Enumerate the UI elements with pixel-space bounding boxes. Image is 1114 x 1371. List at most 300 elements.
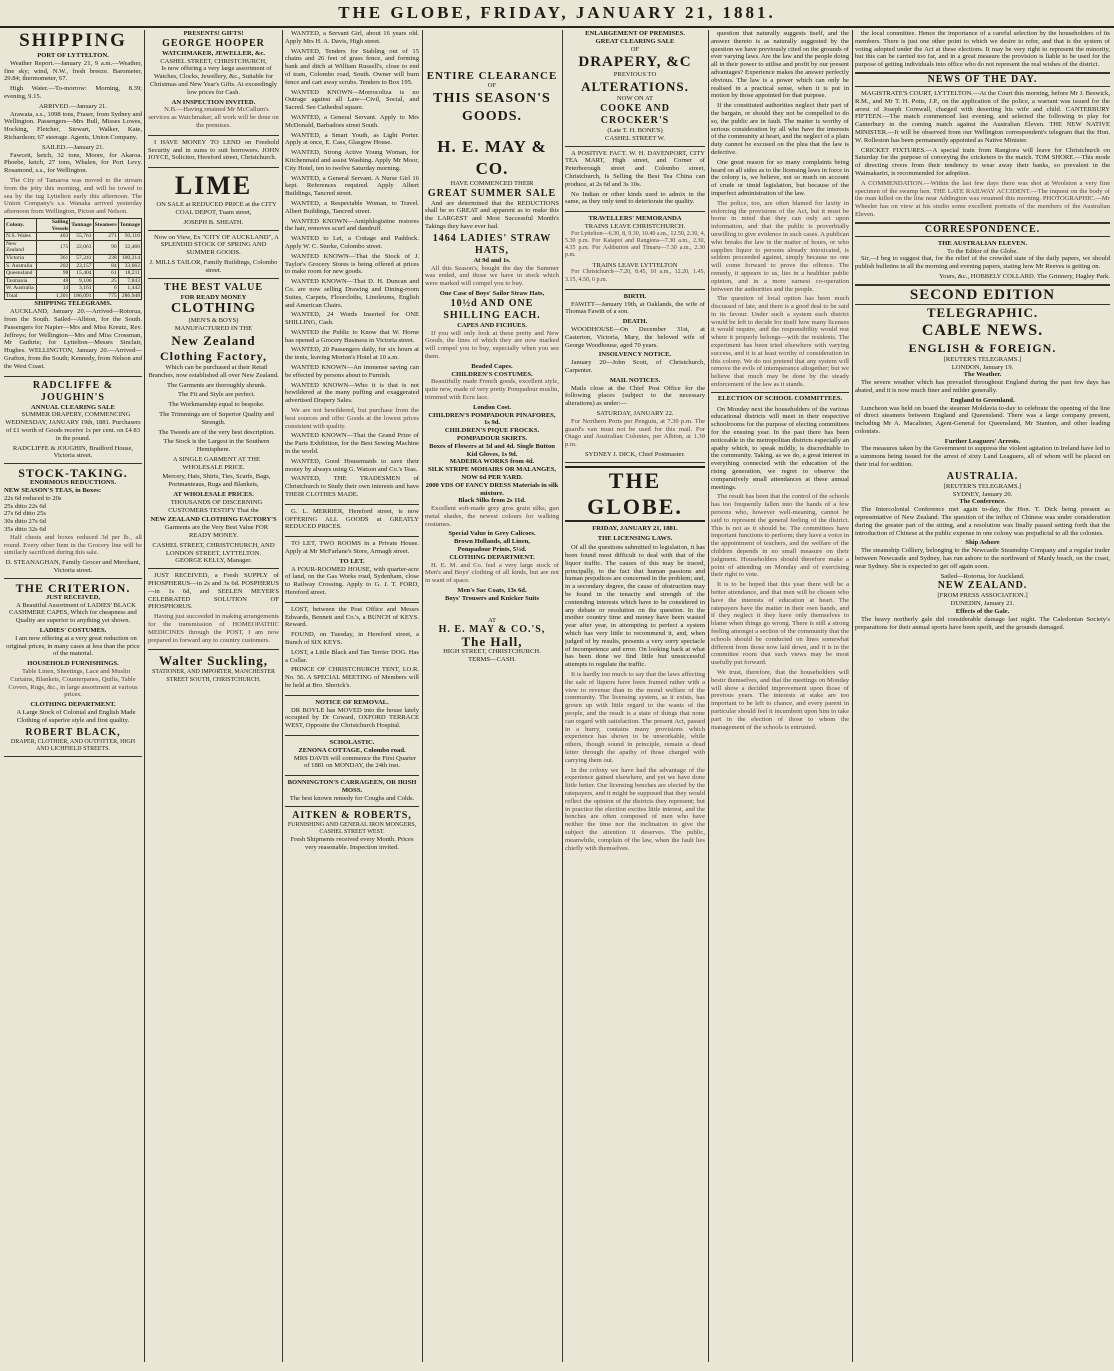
port-heading: PORT OF LYTTELTON. (37, 52, 109, 59)
reuter-line: [REUTER'S TELEGRAMS.] (943, 355, 1022, 363)
filler-text: The City of Tamaroa was moved to the stream from the jetty this morning, and will be towed to sea by the tug Lyttelton early this afternoon. The Union Company's s.s. Wanaka arrived yesterday afternoon from Wellington, Picton and Nelson. (4, 176, 142, 216)
robert-black-sub: DRAPER, CLOTHIER, AND OUTFITTER, HIGH AND LICHFIELD STREETS. (10, 738, 136, 752)
capes-heading: CAPES AND FICHUES. (457, 321, 527, 329)
aus-reuter: [REUTER'S TELEGRAMS.] (943, 482, 1022, 490)
table-cell: 6 (93, 285, 118, 293)
wholesale-line: A SINGLE GARMENT AT THE WHOLESALE PRICE. (172, 455, 261, 471)
weather-heading: The Weather. (963, 371, 1002, 379)
table-cell: 25 (93, 277, 118, 285)
table-cell: Tasmania (5, 277, 37, 285)
trains-lyttelton: TRAINS LEAVE LYTTELTON (592, 261, 678, 269)
factory-point: The Workmanship equal to bespoke. (168, 401, 265, 409)
table-cell: 202 (37, 262, 70, 270)
tailor-body: Now on View, Ex "CITY OF AUCKLAND", A SPLENDID STOCK OF SPRING AND SUMMER GOODS. (154, 233, 279, 257)
filler-text: H. E. M. and Co. feel a very large stock of Men's and Boys' clothing of all kinds, but are not in want of space. (425, 561, 559, 585)
bonnington-title: BONNINGTON'S CARRAGEEN, OR IRISH MOSS. (287, 779, 417, 794)
table-row (5, 292, 142, 300)
tailor-sign: J. MILLS TAILOR, Family Buildings, Colombo street. (149, 258, 278, 274)
table-cell: 98 (37, 270, 70, 278)
bonnington-ad (285, 779, 419, 806)
factory-body: Which can be purchased at their Retail Branches, now established all over New Zealand. (148, 363, 279, 379)
phosphorus-ad (148, 572, 279, 650)
wanted-ad: WANTED, a General Servant. Apply to Mrs McDonald, Barbadoes street South. (285, 113, 419, 129)
effects-heading: Effects of the Gale. (955, 608, 1010, 616)
table-cell: S. Australia (5, 262, 37, 270)
clothing-body: A Large Stock of Colonial and English Made Clothing of superior style and first quality. (16, 708, 136, 724)
table-cell: Total (5, 292, 37, 300)
filler-text: Half chests and boxes reduced 3d per lb., all round. Every other Item in the Grocery line will be similarly sacrificed during this sale. (4, 533, 142, 557)
nz-assoc: [FROM PRESS ASSOCIATION.] (937, 592, 1028, 600)
mail-body: Mails close at the Chief Post Office for the following places (subject to the necessary alterations) as under:— (565, 384, 705, 408)
trains-christchurch: TRAINS LEAVE CHRISTCHURCH. (584, 222, 686, 230)
wanted-ad: WANTED, a General Servant. A Nurse Girl 16 kept. References required. Apply Albert Buildings, Tancred street. (285, 174, 419, 198)
nz-title: New Zealand (171, 332, 256, 348)
hooper-address: CASHEL STREET, CHRISTCHURCH, (160, 57, 267, 65)
table-row (5, 285, 142, 293)
high-water: High Water.—To-morrow: Morning, 8.39; evening, 9.15. (4, 85, 142, 100)
leaguers-body: The measures taken by the Government to suppress the violent agitation in Ireland have led to a summons being issued for the arrest of sixty Land Leaguers, all of whom will be placed on their trial for sedition. (855, 445, 1110, 469)
table-cell: 22,061 (70, 240, 93, 254)
children-costumes: CHILDREN'S COSTUMES. (451, 370, 533, 378)
filler-text: We trust, therefore, that the householders will bestir themselves, and that the meetings on Monday will show a decided improvement upon those of previous years. The interests at stake are too important to be left to chance, and every parent in particular should feel it incumbent upon him to take part in the election of those to whom the management of the schools is entrusted. (711, 668, 849, 731)
terms-line: TERMS—CASH. (468, 656, 516, 664)
weather-body: The severe weather which has prevailed throughout England during the past few days has abated, and it is now much finer and milder generally. (855, 379, 1110, 394)
death-body: WOODHOUSE—On December 31st, at Casterton, Victoria, Mary, the beloved wife of George Woodhouse, aged 70 years. (565, 325, 705, 349)
article-text: If the constituted authorities neglect their part of the bargain, or should they not be compelled to do so, the public are in fault. The matter is worthy of serious consideration by all who have the interests of the community at heart, and the neglect of a plain duty cannot be excused on the plea that the law is defective. (711, 102, 849, 156)
clothing-factory-ad (148, 282, 279, 570)
lime-body: ON SALE at REDUCED PRICE at the CITY COAL DEPOT, Tuam street, (156, 201, 277, 216)
filler-text: It is hardly too much to say that the laws affecting the sale of liquors have been framed rather with a view to revenue than to the moral welfare of the community. The licensing system, as it exists, has grown up with little regard to the wants of the people, and the result is a state of things that none can regard with satisfaction. The present Act, passed in a hurry, contains many provisions which experience has shown to be unworkable, while others, though sound in principle, remain a dead letter through the apathy of those charged with carrying them out. (565, 671, 705, 764)
article-text: question that naturally suggests itself, and the answer thereto is as naturally suggested by the question we have previously cited on the grounds of ever varying laws. Are the law and the people doing all in their power to utilise and profit by our present advantages? Experience makes the answer perfectly obvious. The law is a power which can only be realised in a practical sense, when it is put in motion by those appointed for that purpose. (711, 30, 849, 100)
insolvency-heading: INSOLVENCY NOTICE. (598, 351, 672, 359)
licensing-body: Of all the questions submitted to legislation, it has been found most difficult to deal with that of the liquor traffic. The causes of this may be traced, principally, to the fact that human passions and human prejudices are concerned in the problem; and, in a secondary degree, the cause of obstruction may be found in the tenacity and strength of the contending interests which have to be considered in any debate or resolution on the question. In the mother country time and money have been wasted year after year, in attempting to perfect a system which has very little to recommend it, and, when judged of by results, presents a very sorry spectacle of incompetence and error. On looking back at what has been done we find little but unsuccessful attempts to regulate the traffic. (565, 544, 705, 669)
wanted-ad: WANTED, Tenders for Stabling out of 15 chains and 26 feet of grass fence, and forming bank and ditch at William Russell's, close to end of tram, Colombo road, South. Owner will burn fence and cart away scrubs. Tenders to Box 195. (285, 47, 419, 86)
removal-heading: NOTICE OF REMOVAL. (315, 698, 389, 706)
stanaghan-sign: D. STEANAGHAN, Family Grocer and Merchant, Victoria street. (5, 559, 141, 574)
cooke-name: COOKE AND CROCKER'S (600, 102, 670, 126)
household-heading: HOUSEHOLD FURNISHINGS. (27, 660, 119, 668)
london-date: LONDON, January 19. (951, 363, 1014, 371)
table-row (5, 254, 142, 262)
shipping-title: SHIPPING (19, 30, 127, 51)
pompadour-skirts: POMPADOUR SKIRTS. (456, 434, 528, 442)
cooke-street: CASHEL STREET W. (605, 134, 665, 142)
table-row (5, 270, 142, 278)
table-cell: 61 (93, 270, 118, 278)
table-cell: 93,110 (118, 233, 141, 241)
english-foreign: ENGLISH & FOREIGN. (908, 340, 1057, 355)
nzcf-line: NEW ZEALAND CLOTHING FACTORY'S (150, 516, 277, 524)
postmaster-sign: SYDNEY J. DICK, Chief Postmaster. (585, 450, 685, 458)
conference-heading: The Conference. (959, 498, 1006, 506)
england-heading: England to Greenland. (950, 396, 1015, 404)
table-cell: 175 (37, 240, 70, 254)
table-cell: 238 (93, 254, 118, 262)
to-let-rooms: TO LET, TWO ROOMS in a Private House. Apply at Mr McFarlane's Store, Armagh street. (285, 540, 419, 556)
filler-text: If you will only look at these pretty and New Goods, the lines of which they are now marked will compel you to buy, especially when you see them. (425, 329, 559, 360)
drapery-title: DRAPERY, &C (578, 54, 692, 71)
table-cell: 286,948 (118, 292, 141, 300)
factory-manager: GEORGE KELLY, Manager. (175, 557, 252, 565)
telegraphic: TELEGRAPHIC. (926, 304, 1039, 320)
merrier-body: G. L. MERRIER, Hereford street, is now OFFERING ALL GOODS at GREATLY REDUCED PRICES. (285, 507, 419, 531)
mens-boys: (MEN'S & BOYS) (188, 317, 239, 325)
column-1 (4, 30, 142, 1362)
davenport-body: A POSITIVE FACT. W. H. DAVENPORT, CITY TEA MART, High street, and Corner of Peterborough street and Colombo street, Christchurch, Is Selling the Best Tea China can produce, at 2s 6d and 3s 10s. (565, 149, 705, 188)
costumes-heading: LADIES' COSTUMES. (39, 626, 107, 634)
column-3 (285, 30, 419, 1362)
zenona-heading: ZENONA COTTAGE, Colombo road. (298, 746, 406, 754)
sailed-heading: SAILED.—January 21. (41, 143, 105, 151)
radcliffe-sign: RADCLIFFE & JOUGHIN, Bradford House, Victoria street. (12, 444, 134, 460)
table-cell: 15,404 (70, 270, 93, 278)
sailed-line: Sailed—Rotorua, for Auckland. (940, 572, 1025, 580)
filler-text: A COMMENDATION.—Within the last few days there was shot at Woolston a very fine specimen of the swamp hen. THE LATE RAILWAY ACCIDENT.—The inquest on the body of the man killed on the line near Addington was resumed this morning. PHOTOGRAPHIC.—Mr Wheeler has on view at his studio some excellent portraits of the members of the Australian Eleven. (855, 179, 1110, 218)
election-heading: ELECTION OF SCHOOL COMMITTEES. (711, 392, 849, 403)
criterion-body: A Beautiful Assortment of LADIES' BLACK CASHMERE CAPES, Which for cheapness and Quality are superior to anything yet shown. (9, 601, 137, 625)
inspection-heading: AN INSPECTION INVITED. (171, 98, 256, 106)
sale-intro: And are determined that the REDUCTIONS shall be so GREAT and apparent as to make this the LARGEST and Most Successful Month's Takings they have ever had. (425, 199, 559, 230)
factory-point: The Trimmings are of Superior Quality and Strength. (159, 410, 274, 426)
england-body: Luncheon was held on board the steamer Moldavia to-day to celebrate the opening of the line of direct steamers between England and Queensland. There was a large company present, including Mr A. Macalister, Agent-General for Queensland, Mr Stanton, and other leading colonists. (855, 404, 1110, 435)
goods-heading: GOODS. (461, 108, 523, 124)
table-cell: 57,241 (70, 254, 93, 262)
prince-notice: PRINCE OF CHRISTCHURCH TENT, I.O.R. No. 56. A SPECIAL MEETING of Members will be held at Bro. Sherick's. (285, 666, 419, 689)
table-cell: 14 (37, 285, 70, 293)
table-cell: 7,843 (118, 277, 141, 285)
lost-dog: LOST, a Little Black and Tan Terrier DOG. Has a Collar. (285, 648, 419, 664)
table-cell: 1,442 (118, 285, 141, 293)
criterion-sub: JUST RECEIVED, (45, 593, 101, 601)
capes-price: 10½d AND ONE SHILLING EACH. (443, 297, 541, 321)
cricket-body: CRICKET FIXTURES.—A special train from Rangiora will leave for Christchurch on Saturday for the purpose of conveying the cricketers to the match. TOM SHORE.—This mode of directing rivers from their tendency to wear away their banks, so prevalent in the Waimakariri, is recommended for adoption. (855, 146, 1110, 177)
hall-street: HIGH STREET, CHRISTCHURCH. (443, 648, 541, 656)
previous-line: PREVIOUS TO (613, 71, 657, 79)
to-let-heading: TO LET. (339, 557, 365, 565)
table-cell: 9,106 (70, 277, 93, 285)
wanted-ad: WANTED KNOWN—Who it is that is not bewildered at the many puffing and exaggerated advertised Drapery Sales. (285, 381, 419, 405)
summer-sale: GREAT SUMMER SALE (427, 187, 557, 199)
filler-text: In the colony we have had the advantage of the experience gained elsewhere, and yet we have done little better. Our licensing benches are elected by the ratepayers, and it might be supposed that they would reflect the opinion of the districts they represent; but in practice the election excites little interest, and the benches are often composed of men who have neither the time nor the inclination to give the subject the attention it deserves. The public, meanwhile, complain of the law, when the fault lies chiefly with themselves. (565, 766, 705, 852)
table-header: Sailing Vessels (37, 218, 70, 232)
travellers-heading: TRAVELLERS' MEMORANDA (588, 215, 682, 223)
removal-notice (285, 699, 419, 736)
madeira-works: MADEIRA WORKS from 4d. (449, 458, 535, 466)
weather-report: Weather Report.—January 21, 9 a.m.—Weather, fine sky; wind, N.W., fresh breeze. Barometer, 29.84; thermometer, 67. (4, 59, 142, 83)
alterations-title: ALTERATIONS. (581, 79, 689, 95)
wanted-ad: WANTED, a Smart Youth, as Light Porter. Apply at once, E. Cass, Glasgow House. (285, 131, 419, 147)
robert-black: ROBERT BLACK, (25, 726, 121, 738)
filler-text: The question of local option has been much discussed of late, and there is a good deal to be said in its favour. Under such a system each district would be left to decide for itself how many licenses it would require, and the responsibility would rest where it properly belongs—with the residents. The experiment has been tried elsewhere with varying success, and it is at least worthy of consideration in this colony. We do not pretend that any system will remove the evils of intemperance altogether; but we believe that much may be done by the steady enforcement of the law as it stands. (711, 295, 849, 389)
commenced-line: HAVE COMMENCED THEIR (450, 179, 534, 187)
davenport-note: No Indian or other kinds used to admix in the same, as they only tend to deteriorate the quality. (565, 190, 705, 206)
corr-sign: Yours, &c., HOBBELY COLLARD. The Grinnery, Hagley Park. (939, 272, 1110, 280)
cooke-ad (565, 30, 705, 147)
election-body: On Monday next the householders of the various educational districts will meet in their respective schoolrooms for the purpose of electing committees for the ensuing year. In the past there has been noticeable in the metropolitan districts especially an apathy which, to speak mildly, is discreditable to the community. Taking, as we do, a great interest in everything connected with the education of the rising generation, we regret to observe the comparatively small attendances at these annual meetings. (711, 405, 849, 491)
pique-frocks: CHILDREN'S PIQUE FROCKS. (444, 427, 540, 435)
globe-date: FRIDAY, JANUARY 21, 1881. (592, 524, 678, 532)
factory-point: The Tweeds are of the very best description. (158, 428, 275, 436)
tea-price: 35s ditto 32s 6d (4, 526, 46, 533)
removal-body: DR BOYLE has MOVED into the house lately occupied by Dr Coward, OXFORD TERRACE WEST, Opposite the Christchurch Hospital. (285, 706, 419, 730)
filler-text: N.B.—Having retained Mr McCallum's services as Watchmaker, all work will be done on the premises. (148, 106, 279, 129)
table-cell: 48 (37, 277, 70, 285)
hooper-ad (148, 30, 279, 136)
wanted-ad: WANTED KNOWN—That the Grand Prize of the Paris Exhibition, for the Best Sewing Machine in the world. (285, 432, 419, 456)
wanted-ad: WANTED the Public to Know that W. Horne has opened a Grocery Business in Victoria street. (285, 328, 419, 344)
conference-body: The Intercolonial Conference met again to-day, the Hon. T. Dick being present as representative of New Zealand. The question of the influx of Chinese was under consideration during the greater part of the sitting, and a resolution was finally passed setting forth that the introduction of Chinese at the public expense in one colony was prejudicial to all the colonies. (855, 506, 1110, 537)
filler-text: We are not bewildered, but purchase from the best sources and offer Goods at the lowest prices consistent with quality. (285, 407, 419, 430)
hemay-footer: H. E. MAY & CO.'S, (438, 624, 546, 636)
scholastic-heading: SCHOLASTIC. (329, 738, 375, 746)
australia-title: AUSTRALIA. (946, 470, 1019, 482)
table-cell: 403 (37, 233, 70, 241)
correspondence-title: CORRESPONDENCE. (855, 222, 1110, 237)
filler-text: For Christchurch—7.20, 8.45, 10 a.m., 12.20, 1.45, 3.15, 4.50, 6 p.m. (565, 269, 705, 283)
of-line: OF (487, 82, 497, 89)
column-6 (711, 30, 849, 1362)
found-keys: FOUND, on Tuesday, in Hereford street, a Bunch of SIX KEYS. (285, 631, 419, 646)
dunedin-date: DUNEDIN, January 21. (950, 600, 1015, 608)
cable-news: CABLE NEWS. (921, 321, 1044, 339)
aitken-sub: FURNISHING AND GENERAL IRON MONGERS, CASHEL STREET WEST. (287, 821, 417, 835)
filler-text: For Lyttelton—6.30, 8, 9.30, 10.40 a.m., 12.50, 2.30, 4, 5.30 p.m. For Kaiapoi and Rangiora—7.30 a.m., 2.30, 4.35 p.m. For Ashburton and Timaru—7.30 a.m., 2.30 p.m. (565, 230, 705, 259)
ship-ashore-body: The steamship Colliery, belonging to the Newcastle Steamship Company and a regular trader between Newcastle and Sydney, has run ashore to the northward of Manly beach, on the coast, near Sydney. She is expected to get off again soon. (855, 547, 1110, 570)
factory-title: Clothing Factory, (160, 348, 267, 363)
radcliffe-sub: ANNUAL CLEARING SALE (31, 403, 115, 411)
wanted-ad: WANTED, THE TRADESMEN of Christchurch to Study their own interests and have THEIR CLOTHES MADE. (285, 475, 419, 499)
corr-to: To the Editor of the Globe. (947, 247, 1018, 255)
notices (565, 293, 705, 463)
tailor-ad (148, 234, 279, 279)
stock-sub: ENORMOUS REDUCTIONS. (29, 479, 117, 487)
scholastic-ad (285, 739, 419, 776)
telegrams-title: SHIPPING TELEGRAMS. (34, 300, 112, 308)
phosphorus-body: JUST RECEIVED, a Fresh SUPPLY of PHOSPHERUS—in 2s and 3s 6d. POSPHERUS—in 1s 6d, and SEELEN MEYER'S CELEBRATED SOLUTION OF PHOSPHORUS. (148, 572, 279, 611)
filler-text: The result has been that the control of the schools has too frequently fallen into the hands of a few persons who, however well-meaning, cannot be said to represent the general feeling of the district. This is not as it should be. The committees have important functions to perform; they have a voice in the appointment of teachers, and the welfare of the children depends in no small measure on their judgment. Householders should therefore make a point of attending on Monday and of exercising their right to vote. (711, 493, 849, 579)
filler-text: Excellent soft-made grey gros grain silks, gun metal shades, the newest colours for walking costumes. (425, 505, 559, 528)
radcliffe-title: RADCLIFFE & JOUGHIN'S (32, 379, 114, 403)
wanted-ad: WANTED, 24 Words Inserted for ONE SHILLING, Cash. (285, 311, 419, 327)
filler-text: Table Linen, Sheetings, Lace and Muslin Curtains, Blankets, Counterpanes, Quilts, Table Covers, Rugs, &c., in large assortment at various prices. (8, 667, 138, 699)
news-body: MAGISTRATE'S COURT, LYTTELTON.—At the Court this morning, before Mr J. Beswick, R.M., and Mr T. H. Potts, J.P., on the application of the police, a warrant was issued for the arrest of Joseph Cornwall, charged with deserting his wife and child. CANTERBURY FIFTEEN.—The match commenced last evening, and selected the following to play for Canterbury in the coming match against the Australian Eleven. THE NEW NATIVE MINISTER.—It will be observed from our Wellington correspondent's telegram that the Hon. W. Rolleston has been permanently appointed as Native Minister. (855, 89, 1110, 144)
merrier-ad (285, 508, 419, 537)
stock-title: STOCK-TAKING. (18, 466, 128, 481)
zenona-body: MRS DAVIS will commence the First Quarter of 1881 on MONDAY, the 24th inst. (293, 754, 417, 770)
filler-text: For Northern Ports per Penguin, at 7.30 p.m. The guard's van must not be used for this mail. For Otago and Australian Colonies, per Albion, at 1.30 p.m. (565, 417, 705, 449)
hosiery-line: Mercery, Hats, Shirts, Ties, Scarfs, Bags, Portmanteaus, Rugs and Blankets, (162, 473, 271, 489)
radcliffe-body: SUMMER DRAPERY, COMMENCING WEDNESDAY, JANUARY 19th, 1881. Purchasers of £1 worth of Goods receive 1s per cent. on £4 83 in the pound. (5, 411, 141, 442)
davenport-ad (565, 150, 705, 213)
fancy-dress: 2000 YDS OF FANCY DRESS Materials in silk mixture. (425, 481, 559, 497)
wanted-ad: WANTED KNOWN—That D. H. Duncan and Co. are now selling Drawing and Dining-room Suites, Carpets, Floorcloths, Linoleums, English and American Chairs. (285, 278, 419, 309)
globe-masthead: THE GLOBE. (565, 466, 705, 522)
birth-body: FAWITT—January 19th, at Oaklands, the wife of Thomas Fawitt of a son. (565, 300, 705, 316)
criterion-ad (4, 582, 142, 757)
lost-keys: LOST, between the Post Office and Messrs Edwards, Bennett and Co.'s, a BUNCH of KEYS. Reward. (285, 605, 419, 629)
best-value: THE BEST VALUE (163, 281, 264, 293)
table-cell: 23,157 (70, 262, 93, 270)
table-cell: W. Australia (5, 285, 37, 293)
wanted-ad: WANTED, a Respectable Woman, to Travel. Albert Buildings, Tancred street. (285, 199, 419, 215)
radcliffe-ad (4, 380, 142, 465)
table-row (5, 277, 142, 285)
straw-hats: 1464 LADIES' STRAW HATS, (432, 232, 552, 256)
corr-body: Sir,—I beg to suggest that, for the relief of the crowded state of the daily papers, we should publish bulletins in all the morning and evening papers, stating how Mr Reeves is getting on. (855, 255, 1110, 271)
wanted-ad: WANTED KNOWN—That the Stock of J. Taylor's Grocery Stores is being offered at prices to make room for new goods. (285, 252, 419, 276)
criterion-title: THE CRITERION. (15, 580, 131, 595)
clothing-title: CLOTHING (170, 301, 256, 317)
beaded-capes: Beaded Capes. (471, 362, 513, 370)
insolvency-body: January 20—John Scott, of Christchurch, Carpenter. (565, 359, 705, 374)
costumes-body: I am now offering at a very great reduction on original prices, in many cases at less than the price of the material. (6, 634, 140, 658)
column-2 (148, 30, 279, 1362)
teas-heading: NEW SEASON'S TEAS, in Boxes: (4, 487, 102, 495)
wanted-ad: WANTED, 20 Passengers daily, for six hours at the tents, leaving Morton's Hotel at 10 a.m. (285, 346, 419, 362)
column-rule (852, 30, 853, 1362)
hall-title: The Hall, (461, 634, 523, 650)
table-cell: 361 (37, 254, 70, 262)
at-line: AT (487, 616, 497, 624)
thousands-line: THOUSANDS OF DISCERNING CUSTOMERS TESTIFY That the (168, 498, 263, 514)
filler-text: Beautifully made French goods, excellent style, quite new, made of very pretty Pompadour muslin, trimmed with Ecru lace. (425, 378, 559, 401)
wanted-ad: WANTED, a Servant Girl, about 16 years old. Apply Mrs H. A. Davis, High street. (285, 30, 419, 45)
suckling-title: Walter Suckling, (159, 653, 268, 669)
table-row (5, 233, 142, 241)
wanted-ad: WANTED KNOWN—Antiphlogistine restores the hair, removes scurf and dandruff. (285, 217, 419, 233)
lime-ad (148, 171, 279, 230)
clothing-heading: CLOTHING DEPARTMENT. (30, 701, 116, 709)
factory-point: The Stock is the Largest in the Southern Hemisphere. (163, 438, 270, 454)
column-rule (708, 30, 709, 1362)
column-5 (565, 30, 705, 1362)
filler-text: It is to be hoped that this year there will be a better attendance, and that men will be chosen who have the interests of education at heart. The ratepayers have the matter in their own hands, and if they neglect it they have only themselves to blame when things go wrong. There is still a strong feeling amongst a section of the community that the schools should be conducted on lines somewhat different from those now laid down, and it is in the committee room that such views may be most usefully put forward. (711, 581, 849, 667)
grey-calicoes: Special Value in Grey Calicoes. (448, 530, 536, 538)
season-heading: THIS SEASON'S (433, 90, 551, 106)
column-rule (144, 30, 145, 1362)
death-heading: DEATH. (622, 318, 648, 326)
tea-price: 25s ditto 22s 6d (4, 502, 46, 510)
silk-stripe: SILK STRIPE MOHAIRS OR MALANGES, NOW 6d PER YARD. (427, 466, 557, 481)
to-let-body: A FOUR-ROOMED HOUSE, with quarter-acre of land, on the Gas Works road, Sydenham, close to Railway Crossing. Apply to G. J. T. FORD, Hereford street. (285, 565, 419, 596)
column-4 (425, 30, 559, 1362)
news-title: NEWS OF THE DAY. (855, 72, 1110, 87)
filler-text: Having just succeeded in making arrangements for the transmission of HOMEOPATHIC MEDICINES through the POST, I am now prepared to forward any to country customers. (148, 613, 279, 644)
sydney-date: SYDNEY, January 20. (952, 490, 1013, 498)
wanted-ad: WANTED, Good Housemaids to save their money by always using G. Watson and Co.'s Teas. (285, 457, 419, 473)
mail-heading: MAIL NOTICES. (609, 376, 661, 384)
column-rule (562, 30, 563, 1362)
masthead: THE GLOBE, FRIDAY, JANUARY 21, 1881. (0, 0, 1114, 28)
brown-hollands: Brown Hollands, all Linen, (454, 538, 530, 546)
clearance-heading: ENTIRE CLEARANCE (426, 70, 558, 82)
stock-taking-ad (4, 467, 142, 579)
corr-heading: THE AUSTRALIAN ELEVEN. (937, 239, 1028, 247)
article-text: the local committee. Hence the importance of a careful selection by the householders of its members. There is just one other point to which we desire to refer, and that is the system of voting adopted under the Act at these elections. It may be very right to represent the minority, but this can be carried too far, and in a great measure the provision is liable to be used for the purpose of getting individuals into office who do not represent the real wishes of the district. (855, 30, 1110, 69)
nz-title: NEW ZEALAND. (937, 580, 1028, 592)
presents-heading: PRESENTS! GIFTS! (183, 30, 244, 37)
suckling-sub: STATIONER, AND IMPORTER, MANCHESTER STREET SOUTH, CHRISTCHURCH. (152, 669, 275, 683)
table-cell: 18,211 (118, 270, 141, 278)
filler-text: All this Season's, bought the day the Summer was ended, and those we have in stock which were marked will compel you to buy. (425, 264, 559, 288)
at-wholesale: AT WHOLESALE PRICES. (173, 491, 254, 499)
table-cell: 271 (93, 233, 118, 241)
lime-title: LIME (174, 171, 253, 201)
factory-address: CASHEL STREET, CHRISTCHURCH, AND LONDON STREET, LYTTELTON. (152, 541, 275, 557)
table-header: Steamers (93, 218, 118, 232)
aitken-body: Fresh Shipments received every Month. Prices very reasonable. Inspection invited. (290, 835, 414, 851)
to-let-ad (285, 540, 419, 603)
arrived-heading: ARRIVED.—January 21. (39, 102, 107, 110)
enlargement: ENLARGEMENT OF PREMISES. (585, 30, 685, 37)
saturday-heading: SATURDAY, JANUARY 22. (596, 409, 674, 417)
wanted-ads (285, 30, 419, 505)
filler-text: The police, too, are often blamed for laxity in enforcing the provisions of the Act, but it must be borne in mind that they can only act upon information, and that the public is proverbially unwilling to give evidence in such cases. A publican who breaks the law in the matter of hours, or who supplies liquor to persons already intoxicated, is seldom proceeded against, simply because no one will come forward to prove the offence. The remedy, it appears to us, lies in a healthier public opinion, and in a more earnest co-operation between the authorities and the people. (711, 199, 849, 293)
ship-ashore-heading: Ship Ashore (965, 539, 1000, 547)
lime-sign: JOSEPH B. SHEATH. (183, 218, 244, 226)
table-cell: 1,301 (37, 292, 70, 300)
table-header: Colony. (5, 218, 37, 232)
bonnington-sub: The best known remedy for Coughs and Colds. (289, 794, 415, 802)
pinafores: CHILDREN'S POMPADOUR PINAFORES, 1s 9d. (428, 411, 556, 427)
hooper-body: Is now offering a very large assortment of Watches, Clocks, Jewellery, &c., Suitable for Christmas and New Year's Gifts. At exceedingly low prices for Cash. (149, 65, 278, 96)
aitken-title: AITKEN & ROBERTS, (292, 809, 412, 821)
tea-price: 27s 6d ditto 25s (4, 510, 46, 518)
table-row (5, 240, 142, 254)
clothing-dept: CLOTHING DEPARTMENT. (449, 553, 535, 561)
table-cell: Victoria (5, 254, 37, 262)
lost-found (285, 606, 419, 696)
table-cell: 3,161 (70, 285, 93, 293)
money-ad (148, 139, 279, 168)
arrived-text: Arawata, s.s., 1098 tons, Fraser, from Sydney and Wellington. Passengers—Mrs Bull, Misses Lowes, Hocking, Fletcher, Stewart, Walker, Kate, Richardson; 67 steerage. Agents, Union Company. (4, 110, 142, 141)
licensing-heading: THE LICENSING LAWS. (597, 534, 673, 542)
shipping-section (4, 30, 142, 377)
column-7 (855, 30, 1110, 1362)
table-cell: 90 (93, 240, 118, 254)
factory-point: The Fit and Style are perfect. (178, 391, 255, 399)
leaguers-heading: Further Leaguers' Arrests. (944, 437, 1021, 445)
hooper-name: GEORGE HOOPER (162, 37, 265, 49)
table-cell: New Zealand (5, 240, 37, 254)
manufactured: MANUFACTURED IN THE (174, 325, 253, 333)
hemay-title: H. E. MAY & CO. (437, 136, 547, 178)
article-text: One great reason for so many complaints being heard on all sides as to the licensing laws in force in the colony is, we believe, not so much on account of crude or timid legislation, but because of the imperfect administration of the law. (711, 158, 849, 197)
table-cell: 775 (93, 292, 118, 300)
column-rule (422, 30, 423, 1362)
sailed-text: Fawcett, ketch, 32 tons, Moore, for Akaroa. Phoebe, ketch, 27 tons, Whalen, for Port Levy. Rosamond, s.s., for Wellington. (4, 151, 142, 175)
column-rule (282, 30, 283, 1362)
hooper-sub: WATCHMAKER, JEWELLER, &c. (161, 49, 265, 57)
mens-coats: Men's Sac Coats, 13s 6d. (457, 587, 527, 595)
suckling-ad (148, 653, 279, 683)
shipping-table (4, 218, 142, 301)
london-cost: London Cost. (472, 403, 512, 411)
table-cell: Queensland (5, 270, 37, 278)
pompadour-prints: Pompadour Prints, 5½d. (457, 546, 527, 554)
cooke-sub: (Late T. H. BONE'S) (607, 126, 663, 134)
now-on: NOW ON AT (616, 95, 654, 103)
table-cell: N.S. Wales (5, 233, 37, 241)
wanted-ad: WANTED to Let, a Cottage and Paddock. Apply W. C. Sturke, Colombo street. (285, 235, 419, 250)
wanted-ad: WANTED KNOWN—An immense saving can be effected by persons about to Furnish. (285, 364, 419, 379)
factory-point: The Garments are thoroughly shrunk. (166, 381, 267, 389)
boys-trousers: Boys' Trousers and Knicker Suits (444, 594, 540, 602)
table-header: Tonnage (118, 218, 141, 232)
sailor-hats: One Case of Boys' Sailor Straw Hats, (439, 289, 545, 297)
gloves-line: Boxes of Flowers at 3d and 4d. Single Button Kid Gloves, 1s 9d. (429, 442, 555, 458)
wanted-ad: WANTED, Strong Active Young Woman, for Kitchenmaid and assist Washing. Apply Mr Moor, City Hotel, ten to twelve Saturday morning. (285, 149, 419, 172)
